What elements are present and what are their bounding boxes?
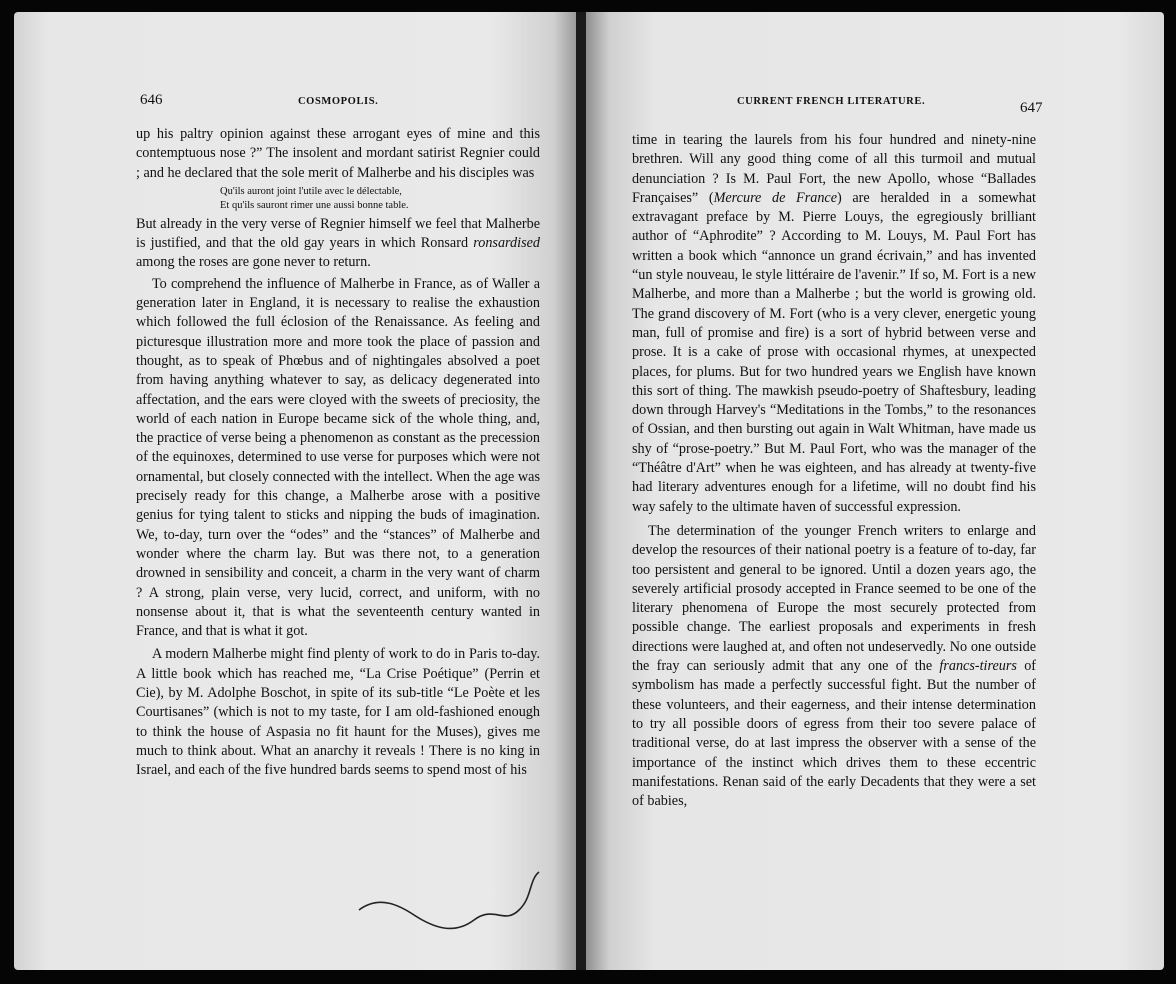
text-run: among the roses are gone never to return. xyxy=(136,254,371,271)
verse-line: Et qu'ils sauront rimer une aussi bonne table. xyxy=(220,199,409,211)
left-body xyxy=(136,125,540,781)
italic-term: Mercure de France xyxy=(713,189,838,206)
page-number: 647 xyxy=(1020,100,1043,116)
text-run: But already in the very verse of Regnier himself we feel that Malherbe is justified, and that the old gay years in which Ronsard xyxy=(136,215,540,252)
paragraph xyxy=(632,522,1036,811)
pen-scribble xyxy=(354,850,554,940)
right-body xyxy=(632,131,1036,811)
verse-quote xyxy=(136,185,540,213)
right-page xyxy=(586,12,1164,970)
paragraph xyxy=(632,131,1036,517)
paragraph: A modern Malherbe might find plenty of work to do in Paris to-day. A little book which has reached me, “La Crise Poétique” (Perrin et Cie), by M. Adolphe Boschot, in spite of its sub-title “Le Poète et les Courtisanes” (which is not to my taste, for I am old-fashioned enough to think the house of Aspasia no fit haunt for the Muses), gives me much to think about. What an anarchy it reveals ! There is no king in Israel, and each of the five hundred bards seems to spend most of his xyxy=(136,646,540,779)
paragraph xyxy=(136,215,540,273)
running-head: COSMOPOLIS. xyxy=(298,96,379,107)
verse-line: Qu'ils auront joint l'utile avec le délectable, xyxy=(220,185,402,197)
italic-term: ronsardised xyxy=(473,235,540,252)
paragraph: To comprehend the influence of Malherbe in France, as of Waller a generation later in England, it is necessary to realise the exhaustion which followed the full éclosion of the Renaissance. As feeling and picturesque illustration more and more took the place of passion and thought, as to speak of Phœbus and of nightingales absolved a poet from having anything whatever to say, as delicacy degenerated into affectation, and the ears were cloyed with the sweets of preciosity, the world of each nation in Europe became sick of the whole thing, and, the practice of verse being a phenomenon as constant as the precession of the equinoxes, determined to use verse for purposes which were not ornamental, but closely connected with the intellect. When the age was precisely ready for this change, a Malherbe arose with a positive genius for tying talent to sticks and nipping the buds of imagination. We, to-day, turn over the “odes” and the “stances” of Malherbe and wonder where the charm lay. But was there not, to a generation drowned in sensibility and conceit, a charm in the very want of charm ? A strong, plain verse, very lucid, correct, and uniform, with no nonsense about it, that is what the seventeenth century wanted in France, and that is what it got. xyxy=(136,275,540,640)
running-head: CURRENT FRENCH LITERATURE. xyxy=(737,96,926,107)
left-page xyxy=(14,12,576,970)
text-run: ) are heralded in a somewhat extravagant preface by M. Pierre Louys, the egregiously brilliant author of “Aphrodite” ? According to M. Louys, M. Paul Fort has written a book which “annonce un grand écrivain,” and has invented “un style nouveau, le style littéraire de l'avenir.” If so, M. Fort is a new Malherbe, and more than a Malherbe ; but the world is growing old. The grand discovery of M. Fort (who is a very clever, energetic young man, full of promise and fire) is a sort of hybrid between verse and prose. It is a cake of prose with occasional rhymes, at unexpected places, for plums. But for two hundred years we English have known this sort of thing. The mawkish pseudo-poetry of Shaftesbury, leading down through Harvey's “Meditations in the Tombs,” to the resonances of Ossian, and then bursting out again in Walt Whitman, have made us shy of “prose-poetry.” But M. Paul Fort, who was the manager of the “Théâtre d'Art” when he was eighteen, and has already at twenty-five had literary adventures enough for a lifetime, will no doubt find his way safely to the ultimate haven of successful expression. xyxy=(632,189,1036,515)
text-run: time in tearing the laurels from his four hundred and ninety-nine brethren. Will any good thing come of all this turmoil and mutual denunciation ? Is M. Paul Fort, the new Apollo, whose “Ballades Françaises” ( xyxy=(632,132,1036,206)
paragraph: up his paltry opinion against these arrogant eyes of mine and this contemptuous nose ?” The insolent and mordant satirist Regnier could ; and he declared that the sole merit of Malherbe and his disciples was xyxy=(136,126,540,181)
page-number: 646 xyxy=(140,92,163,108)
text-run: The determination of the younger French writers to enlarge and develop the resources of their national poetry is a feature of to-day, far too persistent and general to be ignored. Until a dozen years ago, the severely artificial prosody accepted in France seemed to be one of the literary phenomena of Europe the most securely protected from possible change. The earliest proposals and experiments in fresh directions were laughed at, and often not undeservedly. No one outside the fray can seriously admit that any one of the xyxy=(632,522,1036,675)
book-gutter xyxy=(576,12,586,970)
text-run: of symbolism has made a perfectly successful fight. But the number of these volunteers, and their eagerness, and their intense determination to try all possible doors of egress from their too severe palace of traditional verse, do at last impress the observer with a sense of the importance of the instinct which drives them to these eccentric manifestations. Renan said of the early Decadents that they were a set of babies, xyxy=(632,658,1037,810)
italic-term: francs-tireurs xyxy=(939,658,1017,675)
